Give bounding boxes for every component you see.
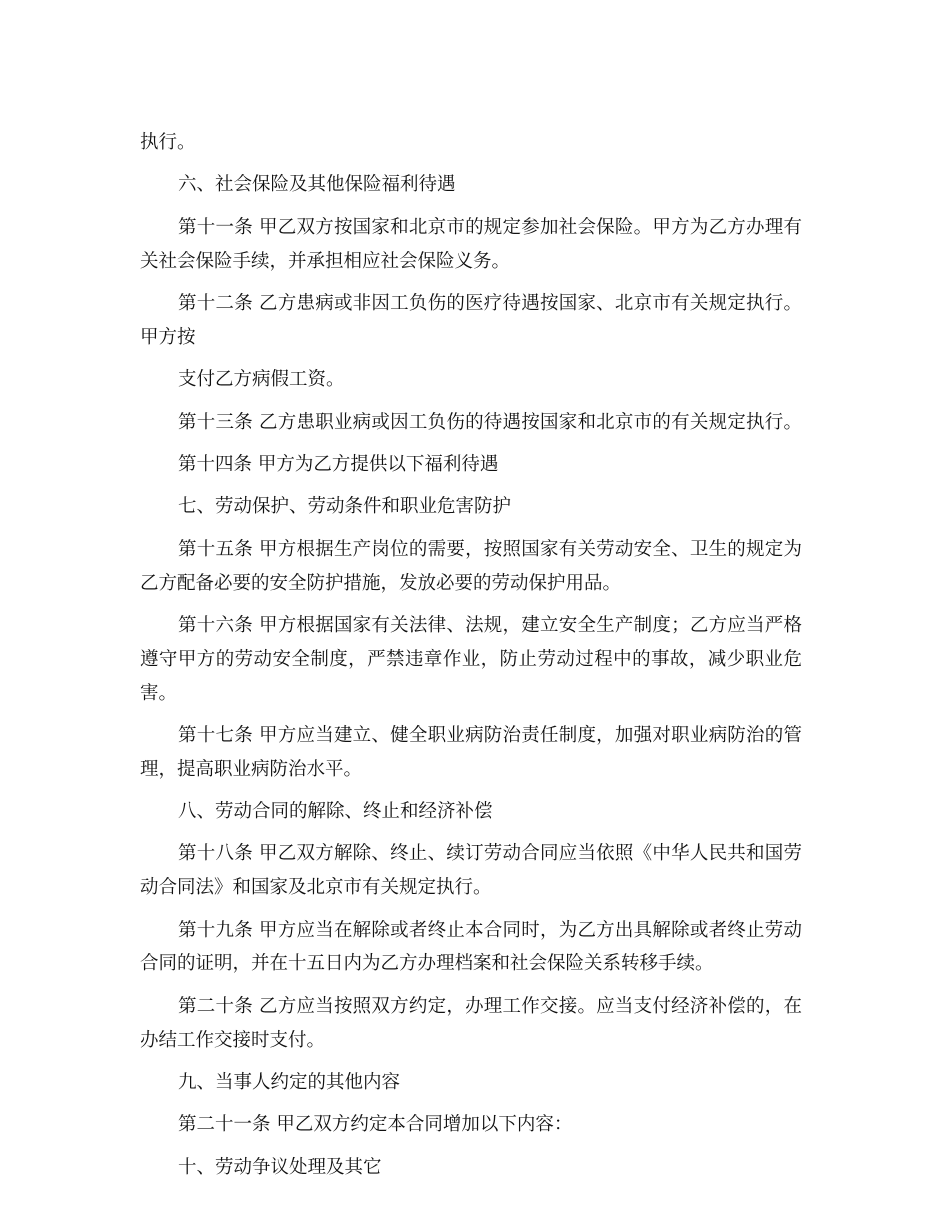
article-16-line-3: 害。 (140, 682, 178, 704)
section-heading: 十、劳动争议处理及其它 (178, 1156, 382, 1178)
article-15-line-2: 乙方配备必要的安全防护措施，发放必要的劳动保护用品。 (140, 572, 622, 594)
article-15-line-1: 第十五条 甲方根据生产岗位的需要，按照国家有关劳动安全、卫生的规定为 (178, 538, 802, 560)
article-14: 第十四条 甲方为乙方提供以下福利待遇 (178, 453, 499, 475)
section-heading: 六、社会保险及其他保险福利待遇 (178, 174, 456, 196)
article-11-line-2: 关社会保险手续，并承担相应社会保险义务。 (140, 250, 511, 272)
text-line: 执行。 (140, 132, 196, 153)
section-heading: 九、当事人约定的其他内容 (178, 1072, 401, 1094)
section-heading: 八、劳动合同的解除、终止和经济补偿 (178, 801, 493, 823)
article-16-line-2: 遵守甲方的劳动安全制度，严禁违章作业，防止劳动过程中的事故，减少职业危 (140, 648, 802, 670)
article-20-line-2: 办结工作交接时支付。 (140, 1029, 326, 1051)
article-19-line-2: 合同的证明，并在十五日内为乙方办理档案和社会保险关系转移手续。 (140, 953, 714, 975)
document-body (140, 126, 802, 1185)
article-18-line-1: 第十八条 甲乙双方解除、终止、续订劳动合同应当依照《中华人民共和国劳 (178, 843, 802, 865)
article-11-line-1: 第十一条 甲乙双方按国家和北京市的规定参加社会保险。甲方为乙方办理有 (178, 216, 802, 238)
article-12-line-1: 第十二条 乙方患病或非因工负伤的医疗待遇按国家、北京市有关规定执行。 (178, 292, 802, 314)
article-13: 第十三条 乙方患职业病或因工负伤的待遇按国家和北京市的有关规定执行。 (178, 411, 802, 433)
article-12-line-3: 支付乙方病假工资。 (178, 369, 345, 391)
article-12-line-2: 甲方按 (140, 326, 196, 348)
article-18-line-2: 动合同法》和国家及北京市有关规定执行。 (140, 877, 492, 899)
article-20-line-1: 第二十条 乙方应当按照双方约定，办理工作交接。应当支付经济补偿的，在 (178, 995, 802, 1017)
article-19-line-1: 第十九条 甲方应当在解除或者终止本合同时，为乙方出具解除或者终止劳动 (178, 919, 802, 941)
article-21: 第二十一条 甲乙双方约定本合同增加以下内容： (178, 1114, 573, 1136)
article-16-line-1: 第十六条 甲方根据国家有关法律、法规，建立安全生产制度；乙方应当严格 (178, 614, 802, 636)
section-heading: 七、劳动保护、劳动条件和职业危害防护 (178, 496, 512, 518)
article-17-line-1: 第十七条 甲方应当建立、健全职业病防治责任制度，加强对职业病防治的管 (178, 724, 802, 746)
article-17-line-2: 理，提高职业病防治水平。 (140, 758, 363, 780)
